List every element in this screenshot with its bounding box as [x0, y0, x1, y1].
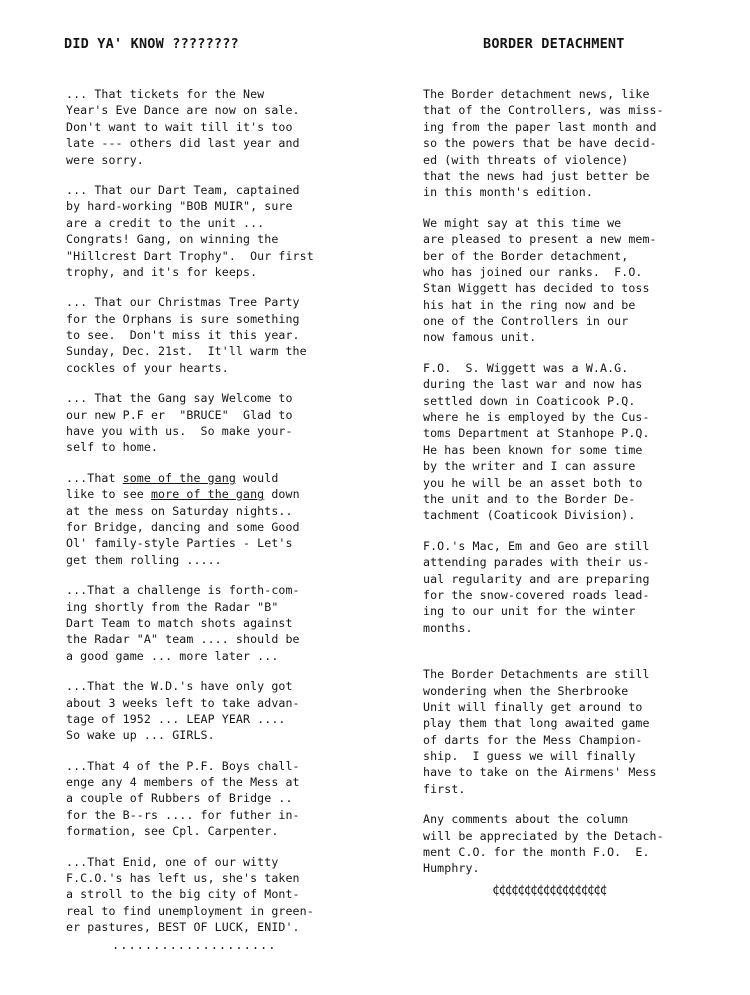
text-line: that of the Controllers, was miss-: [423, 103, 664, 118]
paragraph: [66, 582, 356, 664]
text-line: enge any 4 members of the Mess at: [66, 775, 300, 790]
text-line: The Border Detachments are still: [423, 667, 650, 682]
text-line: Year's Eve Dance are now on sale.: [66, 103, 300, 118]
text-line: one of the Controllers in our: [423, 314, 629, 329]
text-line: formation, see Cpl. Carpenter.: [66, 824, 279, 839]
paragraph: [66, 182, 356, 280]
text-line: self to home.: [66, 440, 159, 455]
text-line: of darts for the Mess Champion-: [423, 732, 643, 747]
text-line: so the powers that be have decid-: [423, 136, 657, 151]
text-line: wondering when the Sherbrooke: [423, 683, 629, 698]
text-line: late --- others did last year and: [66, 136, 300, 151]
text-line: at the mess on Saturday nights..: [66, 503, 293, 518]
text-line: Congrats! Gang, on winning the: [66, 232, 279, 247]
paragraph: [66, 678, 356, 744]
text-line: have you with us. So make your-: [66, 424, 293, 439]
text-line: who has joined our ranks. F.O.: [423, 264, 643, 279]
left-footer-dots: ....................: [112, 938, 277, 952]
right-column: [423, 86, 695, 877]
text-line: a stroll to the big city of Mont-: [66, 887, 300, 902]
text-line: ual regularity and are preparing: [423, 571, 650, 586]
right-header-title: BORDER DETACHMENT: [483, 36, 625, 52]
text-line: ... That our Dart Team, captained: [66, 182, 300, 197]
text-line: settled down in Coaticook P.Q.: [423, 393, 636, 408]
underlined-phrase: some of the gang: [122, 470, 236, 485]
paragraph: [423, 811, 695, 877]
text-line: the unit and to the Border De-: [423, 491, 636, 506]
text-line: toms Department at Stanhope P.Q.: [423, 426, 650, 441]
text-line: "Hillcrest Dart Trophy". Our first: [66, 248, 314, 263]
text-line: ship. I guess we will finally: [423, 749, 636, 764]
text-line: ... That tickets for the New: [66, 87, 265, 101]
text-line: have to take on the Airmens' Mess: [423, 765, 657, 780]
paragraph: [66, 294, 356, 376]
text-line: play them that long awaited game: [423, 716, 650, 731]
text-line: F.O. S. Wiggett was a W.A.G.: [423, 360, 629, 375]
text-line: We might say at this time we: [423, 215, 622, 230]
text-line: where he is employed by the Cus-: [423, 410, 650, 425]
right-divider: ¢¢¢¢¢¢¢¢¢¢¢¢¢¢¢¢¢¢: [492, 883, 606, 898]
text-line: about 3 weeks left to take advan-: [66, 695, 300, 710]
text-line: ...That some of the gang would: [66, 470, 279, 485]
text-line: F.C.O.'s has left us, she's taken: [66, 871, 300, 886]
text-line: Sunday, Dec. 21st. It'll warm the: [66, 344, 307, 359]
paragraph: [66, 470, 356, 568]
text-line: Stan Wiggett has decided to toss: [423, 281, 650, 296]
paragraph: [423, 86, 695, 201]
text-line: that the news had just better be: [423, 168, 650, 183]
text-line: ... That our Christmas Tree Party: [66, 295, 300, 310]
text-line: his hat in the ring now and be: [423, 297, 636, 312]
text-line: ment C.O. for the month F.O. E.: [423, 845, 650, 860]
text-line: for the snow-covered roads lead-: [423, 587, 650, 602]
text-line: you he will be an asset both to: [423, 475, 643, 490]
text-line: ...That 4 of the P.F. Boys chall-: [66, 758, 300, 773]
paragraph: [423, 538, 695, 636]
paragraph: [66, 86, 356, 168]
text-line: a good game ... more later ...: [66, 648, 279, 663]
text-line: Unit will finally get around to: [423, 699, 643, 714]
text-line: first.: [423, 781, 466, 796]
text-line: trophy, and it's for keeps.: [66, 264, 258, 279]
text-line: The Border detachment news, like: [423, 87, 650, 101]
text-line: He has been known for some time: [423, 442, 643, 457]
text-line: for the B--rs .... for futher in-: [66, 807, 300, 822]
text-line: by the writer and I can assure: [423, 459, 636, 474]
text-line: Humphry.: [423, 861, 480, 876]
text-line: er pastures, BEST OF LUCK, ENID'.: [66, 920, 300, 935]
text-line: Don't want to wait till it's too: [66, 119, 293, 134]
text-line: to see. Don't miss it this year.: [66, 328, 300, 343]
text-line: get them rolling .....: [66, 552, 222, 567]
text-line: cockles of your hearts.: [66, 360, 229, 375]
text-line: in this month's edition.: [423, 185, 593, 200]
paragraph: [423, 360, 695, 524]
text-line: ...That Enid, one of our witty: [66, 854, 279, 869]
paragraph: [66, 854, 356, 936]
paragraph: [66, 390, 356, 456]
text-line: ...That a challenge is forth-com-: [66, 583, 300, 598]
text-line: months.: [423, 620, 473, 635]
text-line: ing from the paper last month and: [423, 119, 657, 134]
text-line: like to see more of the gang down: [66, 487, 300, 502]
text-line: ...That the W.D.'s have only got: [66, 679, 293, 694]
text-line: Any comments about the column: [423, 812, 629, 827]
text-line: the Radar "A" team .... should be: [66, 632, 300, 647]
paragraph: [66, 758, 356, 840]
text-line: tage of 1952 ... LEAP YEAR ....: [66, 711, 286, 726]
text-line: F.O.'s Mac, Em and Geo are still: [423, 538, 650, 553]
text-line: a couple of Rubbers of Bridge ..: [66, 791, 293, 806]
paragraph: [423, 215, 695, 346]
text-line: ed (with threats of violence): [423, 152, 629, 167]
text-line: our new P.F er "BRUCE" Glad to: [66, 407, 293, 422]
text-line: ber of the Border detachment,: [423, 248, 629, 263]
underlined-phrase: more of the gang: [150, 487, 265, 502]
text-line: ing to our unit for the winter: [423, 604, 636, 619]
text-line: now famous unit.: [423, 330, 537, 345]
text-line: will be appreciated by the Detach-: [423, 828, 664, 843]
text-line: attending parades with their us-: [423, 555, 650, 570]
text-line: Ol' family-style Parties - Let's: [66, 536, 293, 551]
text-line: by hard-working "BOB MUIR", sure: [66, 199, 293, 214]
left-column: [66, 86, 356, 936]
text-line: for Bridge, dancing and some Good: [66, 519, 300, 534]
left-header-title: DID YA' KNOW ????????: [64, 36, 239, 52]
text-line: are a credit to the unit ...: [66, 215, 265, 230]
text-line: were sorry.: [66, 152, 144, 167]
text-line: tachment (Coaticook Division).: [423, 508, 636, 523]
text-line: are pleased to present a new mem-: [423, 232, 657, 247]
text-line: Dart Team to match shots against: [66, 615, 293, 630]
text-line: for the Orphans is sure something: [66, 311, 300, 326]
paragraph: [423, 666, 695, 797]
text-line: real to find unemployment in green-: [66, 903, 314, 918]
text-line: ... That the Gang say Welcome to: [66, 391, 293, 406]
text-line: ing shortly from the Radar "B": [66, 599, 279, 614]
text-line: during the last war and now has: [423, 377, 643, 392]
text-line: So wake up ... GIRLS.: [66, 728, 215, 743]
